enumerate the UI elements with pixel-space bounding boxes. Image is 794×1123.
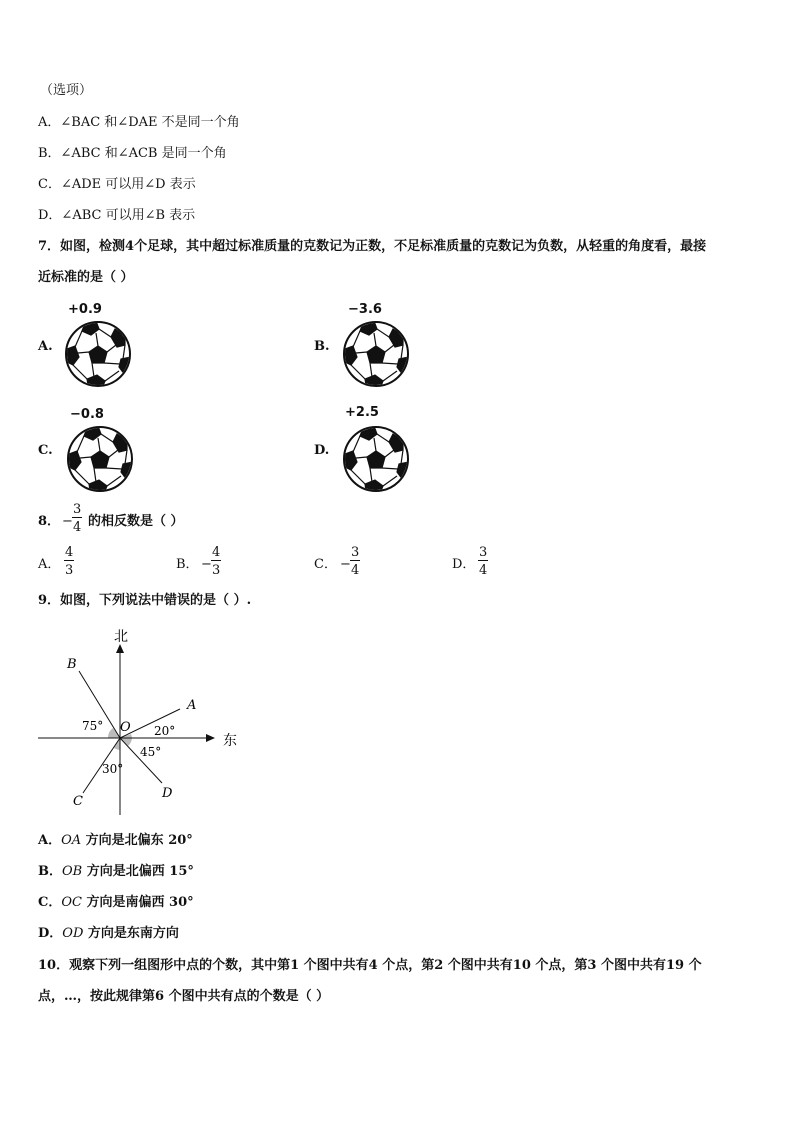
option-text: 方向是东南方向 bbox=[83, 926, 179, 941]
q9-stem: 9．如图，下列说法中错误的是（ ）. bbox=[38, 593, 252, 608]
fraction-numerator: 3 bbox=[479, 545, 488, 560]
angle-shade-b bbox=[108, 728, 120, 738]
q7-stem-line1: 7．如图，检测4个足球，其中超过标准质量的克数记为正数，不足标准质量的克数记为负数，从轻重的角度看，最接 bbox=[38, 239, 707, 254]
q7-option-a-value: +0.9 bbox=[68, 302, 102, 317]
soccer-ball-icon bbox=[65, 424, 135, 494]
soccer-ball-icon bbox=[341, 319, 411, 389]
point-c-label: C bbox=[73, 794, 83, 809]
q7-option-c-letter: C. bbox=[38, 443, 53, 458]
q7-option-a-letter: A. bbox=[38, 339, 53, 354]
option-text: 方向是北偏东 20° bbox=[81, 833, 193, 848]
q8-option-d-letter: D． bbox=[452, 557, 476, 572]
fraction-denominator: 3 bbox=[65, 563, 74, 578]
fraction-numerator: 4 bbox=[65, 545, 74, 560]
q8-option-d-fraction bbox=[478, 546, 488, 577]
angle-b-label: 75° bbox=[82, 719, 104, 733]
option-letter: B． bbox=[38, 864, 62, 879]
fraction-denominator: 4 bbox=[479, 563, 488, 578]
q8-neg-sign: − bbox=[62, 514, 73, 529]
east-label: 东 bbox=[223, 733, 237, 749]
q8-option-c-letter: C． bbox=[314, 557, 337, 572]
fraction-numerator: 3 bbox=[73, 502, 82, 517]
q8-option-b-sign: − bbox=[201, 557, 212, 572]
point-o-label: O bbox=[120, 720, 131, 735]
angle-a-label: 20° bbox=[154, 724, 176, 738]
q10-line1: 10．观察下列一组图形中点的个数，其中第1 个图中共有4 个点，第2 个图中共有10 个点，第3 个图中共有19 个 bbox=[38, 958, 702, 973]
north-label: 北 bbox=[114, 629, 128, 645]
point-d-label: D bbox=[162, 786, 173, 801]
option-text: 方向是北偏西 15° bbox=[82, 864, 194, 879]
soccer-ball-icon bbox=[341, 424, 411, 494]
ray-name: OD bbox=[62, 926, 84, 941]
option-letter: D． bbox=[38, 926, 63, 941]
q9-option-a bbox=[38, 834, 193, 847]
q8-option-c-sign: − bbox=[340, 557, 351, 572]
q9-option-d bbox=[38, 927, 179, 940]
ray-name: OA bbox=[61, 833, 82, 848]
q7-stem-line2: 近标准的是（ ） bbox=[38, 270, 134, 285]
fraction-numerator: 4 bbox=[212, 545, 221, 560]
fraction-denominator: 3 bbox=[212, 563, 221, 578]
option-text: 方向是南偏西 30° bbox=[81, 895, 194, 910]
q8-option-b-letter: B． bbox=[176, 557, 199, 572]
fraction-numerator: 3 bbox=[351, 545, 360, 560]
q7-option-b-letter: B. bbox=[314, 339, 330, 354]
q8-option-a-letter: A． bbox=[38, 557, 61, 572]
compass-diagram bbox=[30, 625, 260, 820]
option-letter: A． bbox=[38, 833, 62, 848]
q8-option-a-fraction bbox=[64, 546, 74, 577]
q7-option-d-value: +2.5 bbox=[345, 405, 379, 420]
angle-c-label: 30° bbox=[102, 762, 124, 776]
q8-option-c-fraction bbox=[350, 546, 360, 577]
q6-option-d: D．∠ABC 可以用∠B 表示 bbox=[38, 208, 196, 223]
fraction-denominator: 4 bbox=[73, 520, 82, 535]
q8-number: 8． bbox=[38, 514, 61, 529]
angle-d-label: 45° bbox=[140, 745, 162, 759]
q7-option-b-value: −3.6 bbox=[348, 302, 382, 317]
point-a-label: A bbox=[187, 698, 197, 713]
q8-stem-fraction bbox=[72, 503, 82, 534]
q9-option-c bbox=[38, 896, 194, 909]
q6-option-a: A．∠BAC 和∠DAE 不是同一个角 bbox=[38, 115, 240, 130]
q7-option-d-letter: D. bbox=[314, 443, 330, 458]
q8-stem-tail: 的相反数是（ ） bbox=[88, 514, 184, 529]
q9-option-b bbox=[38, 865, 194, 878]
soccer-ball-icon bbox=[63, 319, 133, 389]
point-b-label: B bbox=[67, 657, 77, 672]
q6-option-c: C．∠ADE 可以用∠D 表示 bbox=[38, 177, 196, 192]
ray-name: OB bbox=[62, 864, 83, 879]
q6-option-b: B．∠ABC 和∠ACB 是同一个角 bbox=[38, 146, 227, 161]
q8-option-b-fraction bbox=[211, 546, 221, 577]
fraction-denominator: 4 bbox=[351, 563, 360, 578]
ray-name: OC bbox=[61, 895, 82, 910]
q10-line2: 点，…，按此规律第6 个图中共有点的个数是（ ） bbox=[38, 989, 330, 1004]
q6-options-label: （选项） bbox=[40, 83, 93, 98]
q7-option-c-value: −0.8 bbox=[70, 407, 104, 422]
option-letter: C． bbox=[38, 895, 62, 910]
